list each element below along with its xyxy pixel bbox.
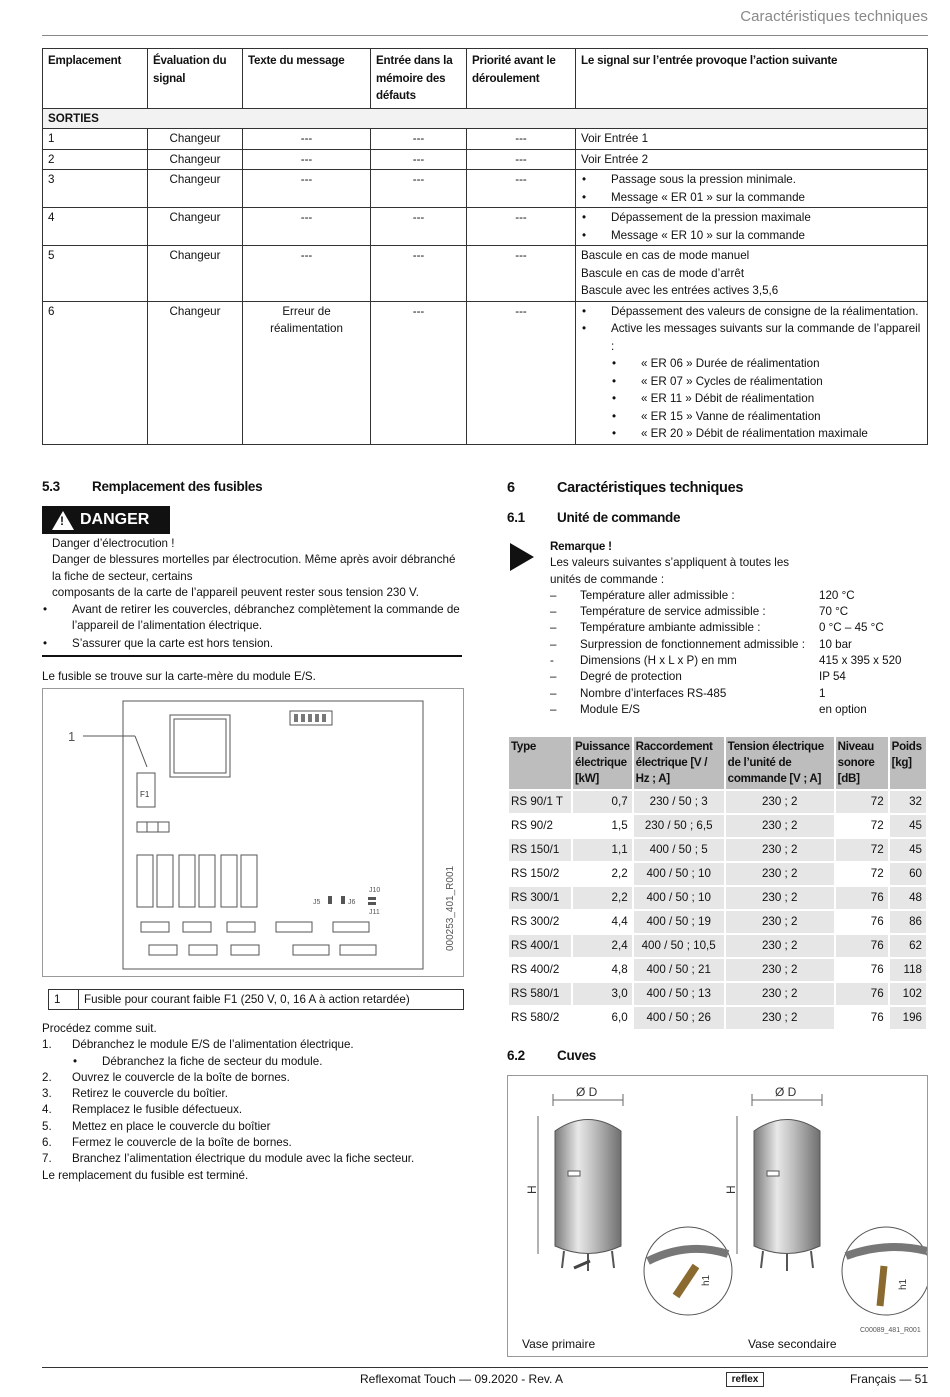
cell-location: 5 [43,246,148,302]
section-heading-6-2 [507,1048,596,1063]
bullet-item: • Message « ER 10 » sur la commande [581,227,922,245]
tech-table [507,735,928,1031]
bullet-item: • Avant de retirer les couvercles, débranchez complètement la commande de l’appareil de l’alimentation électrique. [42,602,462,635]
fuse-location-text: Le fusible se trouve sur la carte-mère du module E/S. [42,670,316,683]
step-number: 1. [42,1038,52,1052]
cell-memory: --- [371,301,467,444]
header-rule [42,35,928,36]
table-row [509,839,926,861]
section-title: Cuves [557,1048,597,1063]
cell-type: RS 150/1 [509,839,571,861]
spec-dash: – [550,605,557,619]
spec-value: en option [819,702,867,716]
cell-type: RS 580/1 [509,983,571,1005]
cell-control-voltage: 230 ; 2 [726,935,834,957]
col-header: Priorité avant le déroulement [467,49,576,109]
bullet-item: • Dépassement des valeurs de consigne de la réalimentation. [581,303,922,321]
fuse-label: F1 [140,790,150,799]
table-row [43,301,928,444]
height-label: H [525,1185,539,1194]
note-text: Les valeurs suivantes s’appliquent à toutes les unités de commande : [550,556,790,586]
h1-label: h1 [701,1274,712,1286]
section-number: 6.2 [507,1048,525,1063]
note-block [550,539,930,718]
step-text: Mettez en place le couvercle du boîtier [72,1119,271,1133]
footer-document: Reflexomat Touch — 09.2020 - Rev. A [360,1372,563,1386]
vessel-diagram [508,1076,927,1356]
cell-weight: 102 [890,983,926,1005]
running-header: Caractéristiques techniques [740,8,928,25]
cell-location: 2 [43,149,148,170]
footer-page: Français — 51 [849,1372,928,1386]
height-label: H [724,1185,738,1194]
signal-table [42,48,928,445]
cell-weight: 48 [890,887,926,909]
primary-vessel [522,1085,732,1351]
col-header: Texte du message [243,49,371,109]
section-number: 5.3 [42,479,60,494]
cell-power: 1,1 [573,839,632,861]
pcb-figure [42,688,464,977]
cell-priority: --- [467,149,576,170]
cell-power: 2,2 [573,887,632,909]
section-heading-6-1 [507,510,680,525]
jumper-j10-label: J10 [369,887,381,894]
danger-label: DANGER [80,511,150,528]
cell-memory: --- [371,129,467,150]
cell-eval: Changeur [148,246,243,302]
table-row [509,935,926,957]
step-text: Retirez le couvercle du boîtier. [72,1087,228,1101]
cell-type: RS 90/1 T [509,791,571,813]
cell-weight: 86 [890,911,926,933]
step-number: 3. [42,1087,52,1101]
procedure-result: Le remplacement du fusible est terminé. [42,1168,249,1182]
cell-message: --- [243,246,371,302]
cell-memory: --- [371,246,467,302]
sub-bullet-item: • « ER 15 » Vanne de réalimentation [581,408,922,426]
cell-connection: 400 / 50 ; 10,5 [634,935,724,957]
figure-code: C00089_481_R001 [860,1327,921,1334]
danger-title: Danger d’électrocution ! [52,537,175,550]
jumper-j6-label: J6 [348,899,356,906]
action-line: Bascule en cas de mode manuel [581,249,750,262]
secondary-vessel-caption: Vase secondaire [748,1337,837,1351]
spec-dash: – [550,670,557,684]
sub-bullet-item: • « ER 07 » Cycles de réalimentation [581,373,922,391]
cell-type: RS 400/2 [509,959,571,981]
step-number: 6. [42,1136,52,1150]
cell-weight: 45 [890,815,926,837]
cell-action [576,301,928,444]
col-header: Emplacement [43,49,148,109]
figure-code: 000253_401_R001 [445,865,456,951]
cell-power: 4,8 [573,959,632,981]
col-header: Puissance électrique [kW] [573,737,632,789]
danger-message [52,536,462,653]
cell-eval: Changeur [148,208,243,246]
cell-message: Erreur de réalimentation [243,301,371,444]
note-arrow-icon [510,543,534,571]
vessel-figure [507,1075,928,1357]
sub-bullet-item: • « ER 06 » Durée de réalimentation [581,355,922,373]
spec-key: Module E/S [580,702,640,716]
cell-type: RS 400/1 [509,935,571,957]
cell-control-voltage: 230 ; 2 [726,863,834,885]
cell-action [576,246,928,302]
cell-priority: --- [467,208,576,246]
cell-memory: --- [371,208,467,246]
warning-triangle-icon [52,511,74,530]
cell-memory: --- [371,149,467,170]
table-row [509,1007,926,1029]
cell-power: 4,4 [573,911,632,933]
cell-eval: Changeur [148,301,243,444]
step-item [42,1086,462,1102]
spec-item [550,702,930,718]
cell-power: 2,2 [573,863,632,885]
cell-weight: 60 [890,863,926,885]
table-row [509,959,926,981]
cell-priority: --- [467,301,576,444]
col-header: Évaluation du signal [148,49,243,109]
table-row [509,815,926,837]
section-title: Remplacement des fusibles [92,479,263,494]
cell-action [576,170,928,208]
primary-vessel-caption: Vase primaire [522,1337,596,1351]
table-row [43,129,928,150]
danger-rule [42,655,462,657]
step-text: Ouvrez le couvercle de la boîte de bornes. [72,1070,290,1084]
cell-control-voltage: 230 ; 2 [726,1007,834,1029]
spec-key: Température de service admissible : [580,605,766,619]
section-heading-5-3 [42,479,262,494]
cell-control-voltage: 230 ; 2 [726,839,834,861]
step-item [42,1070,462,1086]
step-item [42,1151,462,1167]
spec-item [550,669,930,685]
cell-type: RS 90/2 [509,815,571,837]
section-title: Caractéristiques techniques [557,480,744,496]
note-title: Remarque ! [550,540,612,553]
cell-weight: 45 [890,839,926,861]
spec-value: 10 bar [819,637,852,651]
cell-message: --- [243,129,371,150]
col-header: Raccordement électrique [V / Hz ; A] [634,737,724,789]
cell-weight: 196 [890,1007,926,1029]
cell-control-voltage: 230 ; 2 [726,959,834,981]
cell-control-voltage: 230 ; 2 [726,911,834,933]
pcb-diagram [43,689,463,976]
spec-item [550,604,930,620]
reflex-logo: reflex [726,1372,764,1387]
table-row [43,149,928,170]
cell-priority: --- [467,170,576,208]
bullet-item: • Message « ER 01 » sur la commande [581,189,922,207]
cell-noise: 76 [836,1007,888,1029]
section-label: SORTIES [43,108,928,129]
cell-connection: 400 / 50 ; 10 [634,863,724,885]
bullet-item: • Dépassement de la pression maximale [581,209,922,227]
spec-dash: – [550,702,557,716]
col-header: Poids [kg] [890,737,926,789]
cell-priority: --- [467,129,576,150]
cell-weight: 32 [890,791,926,813]
cell-memory: --- [371,170,467,208]
cell-power: 2,4 [573,935,632,957]
cell-message: --- [243,149,371,170]
table-row [509,983,926,1005]
section-number: 6.1 [507,510,525,525]
substep-item: • Débranchez la fiche de secteur du module. [42,1054,462,1070]
spec-value: IP 54 [819,670,846,684]
step-item [42,1102,462,1118]
cell-eval: Changeur [148,149,243,170]
figure-legend [48,989,464,1010]
section-row [43,108,928,129]
spec-dash: – [550,637,557,651]
table-row [43,170,928,208]
cell-action: Voir Entrée 1 [576,129,928,150]
action-line: Bascule avec les entrées actives 3,5,6 [581,284,779,297]
diameter-label: Ø D [775,1085,797,1099]
section-number: 6 [507,480,515,496]
step-item [42,1037,462,1053]
table-row [509,863,926,885]
cell-control-voltage: 230 ; 2 [726,887,834,909]
col-header: Niveau sonore [dB] [836,737,888,789]
legend-text: Fusible pour courant faible F1 (250 V, 0, 16 A à action retardée) [79,990,464,1010]
cell-action: Voir Entrée 2 [576,149,928,170]
col-header: Entrée dans la mémoire des défauts [371,49,467,109]
step-text: Remplacez le fusible défectueux. [72,1103,243,1117]
spec-item [550,686,930,702]
table-row [509,791,926,813]
spec-dash: - [550,654,554,668]
action-line: Bascule en cas de mode d’arrêt [581,266,745,280]
cell-message: --- [243,208,371,246]
spec-dash: – [550,588,557,602]
cell-connection: 400 / 50 ; 26 [634,1007,724,1029]
spec-value: 120 °C [819,588,855,602]
cell-connection: 400 / 50 ; 19 [634,911,724,933]
cell-noise: 72 [836,815,888,837]
spec-key: Température ambiante admissible : [580,621,761,635]
bullet-item: • Active les messages suivants sur la commande de l’appareil : [581,320,922,355]
cell-type: RS 580/2 [509,1007,571,1029]
secondary-vessel [724,1085,927,1351]
cell-noise: 76 [836,983,888,1005]
table-row [509,887,926,909]
step-text: Débranchez le module E/S de l’alimentation électrique. [72,1038,354,1052]
cell-control-voltage: 230 ; 2 [726,983,834,1005]
sub-bullet-item: • « ER 11 » Débit de réalimentation [581,390,922,408]
section-heading-6 [507,480,743,496]
cell-location: 1 [43,129,148,150]
col-header: Le signal sur l’entrée provoque l’action suivante [576,49,928,109]
spec-value: 1 [819,686,826,700]
legend-row [49,990,464,1010]
callout-number: 1 [68,729,76,744]
cell-power: 0,7 [573,791,632,813]
legend-number: 1 [49,990,79,1010]
sub-bullet-item: • « ER 20 » Débit de réalimentation maximale [581,425,922,443]
step-item [42,1119,462,1135]
step-number: 5. [42,1119,52,1133]
cell-eval: Changeur [148,170,243,208]
spec-item [550,653,930,669]
cell-connection: 400 / 50 ; 10 [634,887,724,909]
h1-label: h1 [898,1278,909,1290]
cell-type: RS 300/1 [509,887,571,909]
cell-control-voltage: 230 ; 2 [726,815,834,837]
table-row [43,246,928,302]
cell-noise: 72 [836,863,888,885]
spec-item [550,637,930,653]
col-header: Type [509,737,571,789]
footer-rule [42,1367,928,1368]
jumper-j5-label: J5 [313,899,321,906]
cell-control-voltage: 230 ; 2 [726,791,834,813]
cell-power: 6,0 [573,1007,632,1029]
step-number: 4. [42,1103,52,1117]
cell-weight: 118 [890,959,926,981]
diameter-label: Ø D [576,1085,598,1099]
step-text: Fermez le couvercle de la boîte de bornes. [72,1136,292,1150]
procedure-intro: Procédez comme suit. [42,1022,157,1035]
spec-key: Nombre d’interfaces RS-485 [580,686,727,700]
spec-dash: – [550,621,557,635]
cell-connection: 400 / 50 ; 13 [634,983,724,1005]
col-header: Tension électrique de l’unité de commande [V ; A] [726,737,834,789]
step-item [42,1135,462,1151]
cell-eval: Changeur [148,129,243,150]
jumper-j11-label: J11 [369,909,380,916]
spec-key: Température aller admissible : [580,588,735,602]
cell-type: RS 300/2 [509,911,571,933]
cell-action [576,208,928,246]
spec-value: 415 x 395 x 520 [819,654,902,668]
cell-noise: 76 [836,911,888,933]
cell-weight: 62 [890,935,926,957]
cell-connection: 400 / 50 ; 5 [634,839,724,861]
cell-connection: 400 / 50 ; 21 [634,959,724,981]
cell-power: 3,0 [573,983,632,1005]
cell-noise: 72 [836,839,888,861]
tech-table-header [509,737,926,789]
spec-value: 70 °C [819,605,849,619]
spec-key: Degré de protection [580,670,682,684]
cell-connection: 230 / 50 ; 3 [634,791,724,813]
bullet-item: • Passage sous la pression minimale. [581,171,922,189]
danger-badge [42,506,170,534]
cell-noise: 76 [836,959,888,981]
cell-power: 1,5 [573,815,632,837]
spec-item [550,620,930,636]
cell-priority: --- [467,246,576,302]
spec-value: 0 °C – 45 °C [819,621,884,635]
step-number: 2. [42,1070,52,1084]
step-number: 7. [42,1152,52,1166]
spec-dash: – [550,686,557,700]
cell-message: --- [243,170,371,208]
section-title: Unité de commande [557,510,681,525]
procedure [42,1021,462,1184]
spec-key: Dimensions (H x L x P) en mm [580,654,737,668]
danger-line: Danger de blessures mortelles par électrocution. Même après avoir débranché la fiche de secteur, certains [52,553,456,583]
danger-line: composants de la carte de l’appareil peuvent rester sous tension 230 V. [52,586,419,600]
cell-location: 6 [43,301,148,444]
table-row [43,208,928,246]
cell-noise: 76 [836,887,888,909]
cell-noise: 76 [836,935,888,957]
cell-location: 3 [43,170,148,208]
cell-location: 4 [43,208,148,246]
cell-connection: 230 / 50 ; 6,5 [634,815,724,837]
bullet-item: • S’assurer que la carte est hors tension. [42,636,462,652]
spec-key: Surpression de fonctionnement admissible : [580,637,805,651]
signal-table-header [43,49,928,109]
table-row [509,911,926,933]
cell-type: RS 150/2 [509,863,571,885]
step-text: Branchez l’alimentation électrique du module avec la fiche secteur. [72,1152,415,1166]
cell-noise: 72 [836,791,888,813]
spec-item [550,588,930,604]
